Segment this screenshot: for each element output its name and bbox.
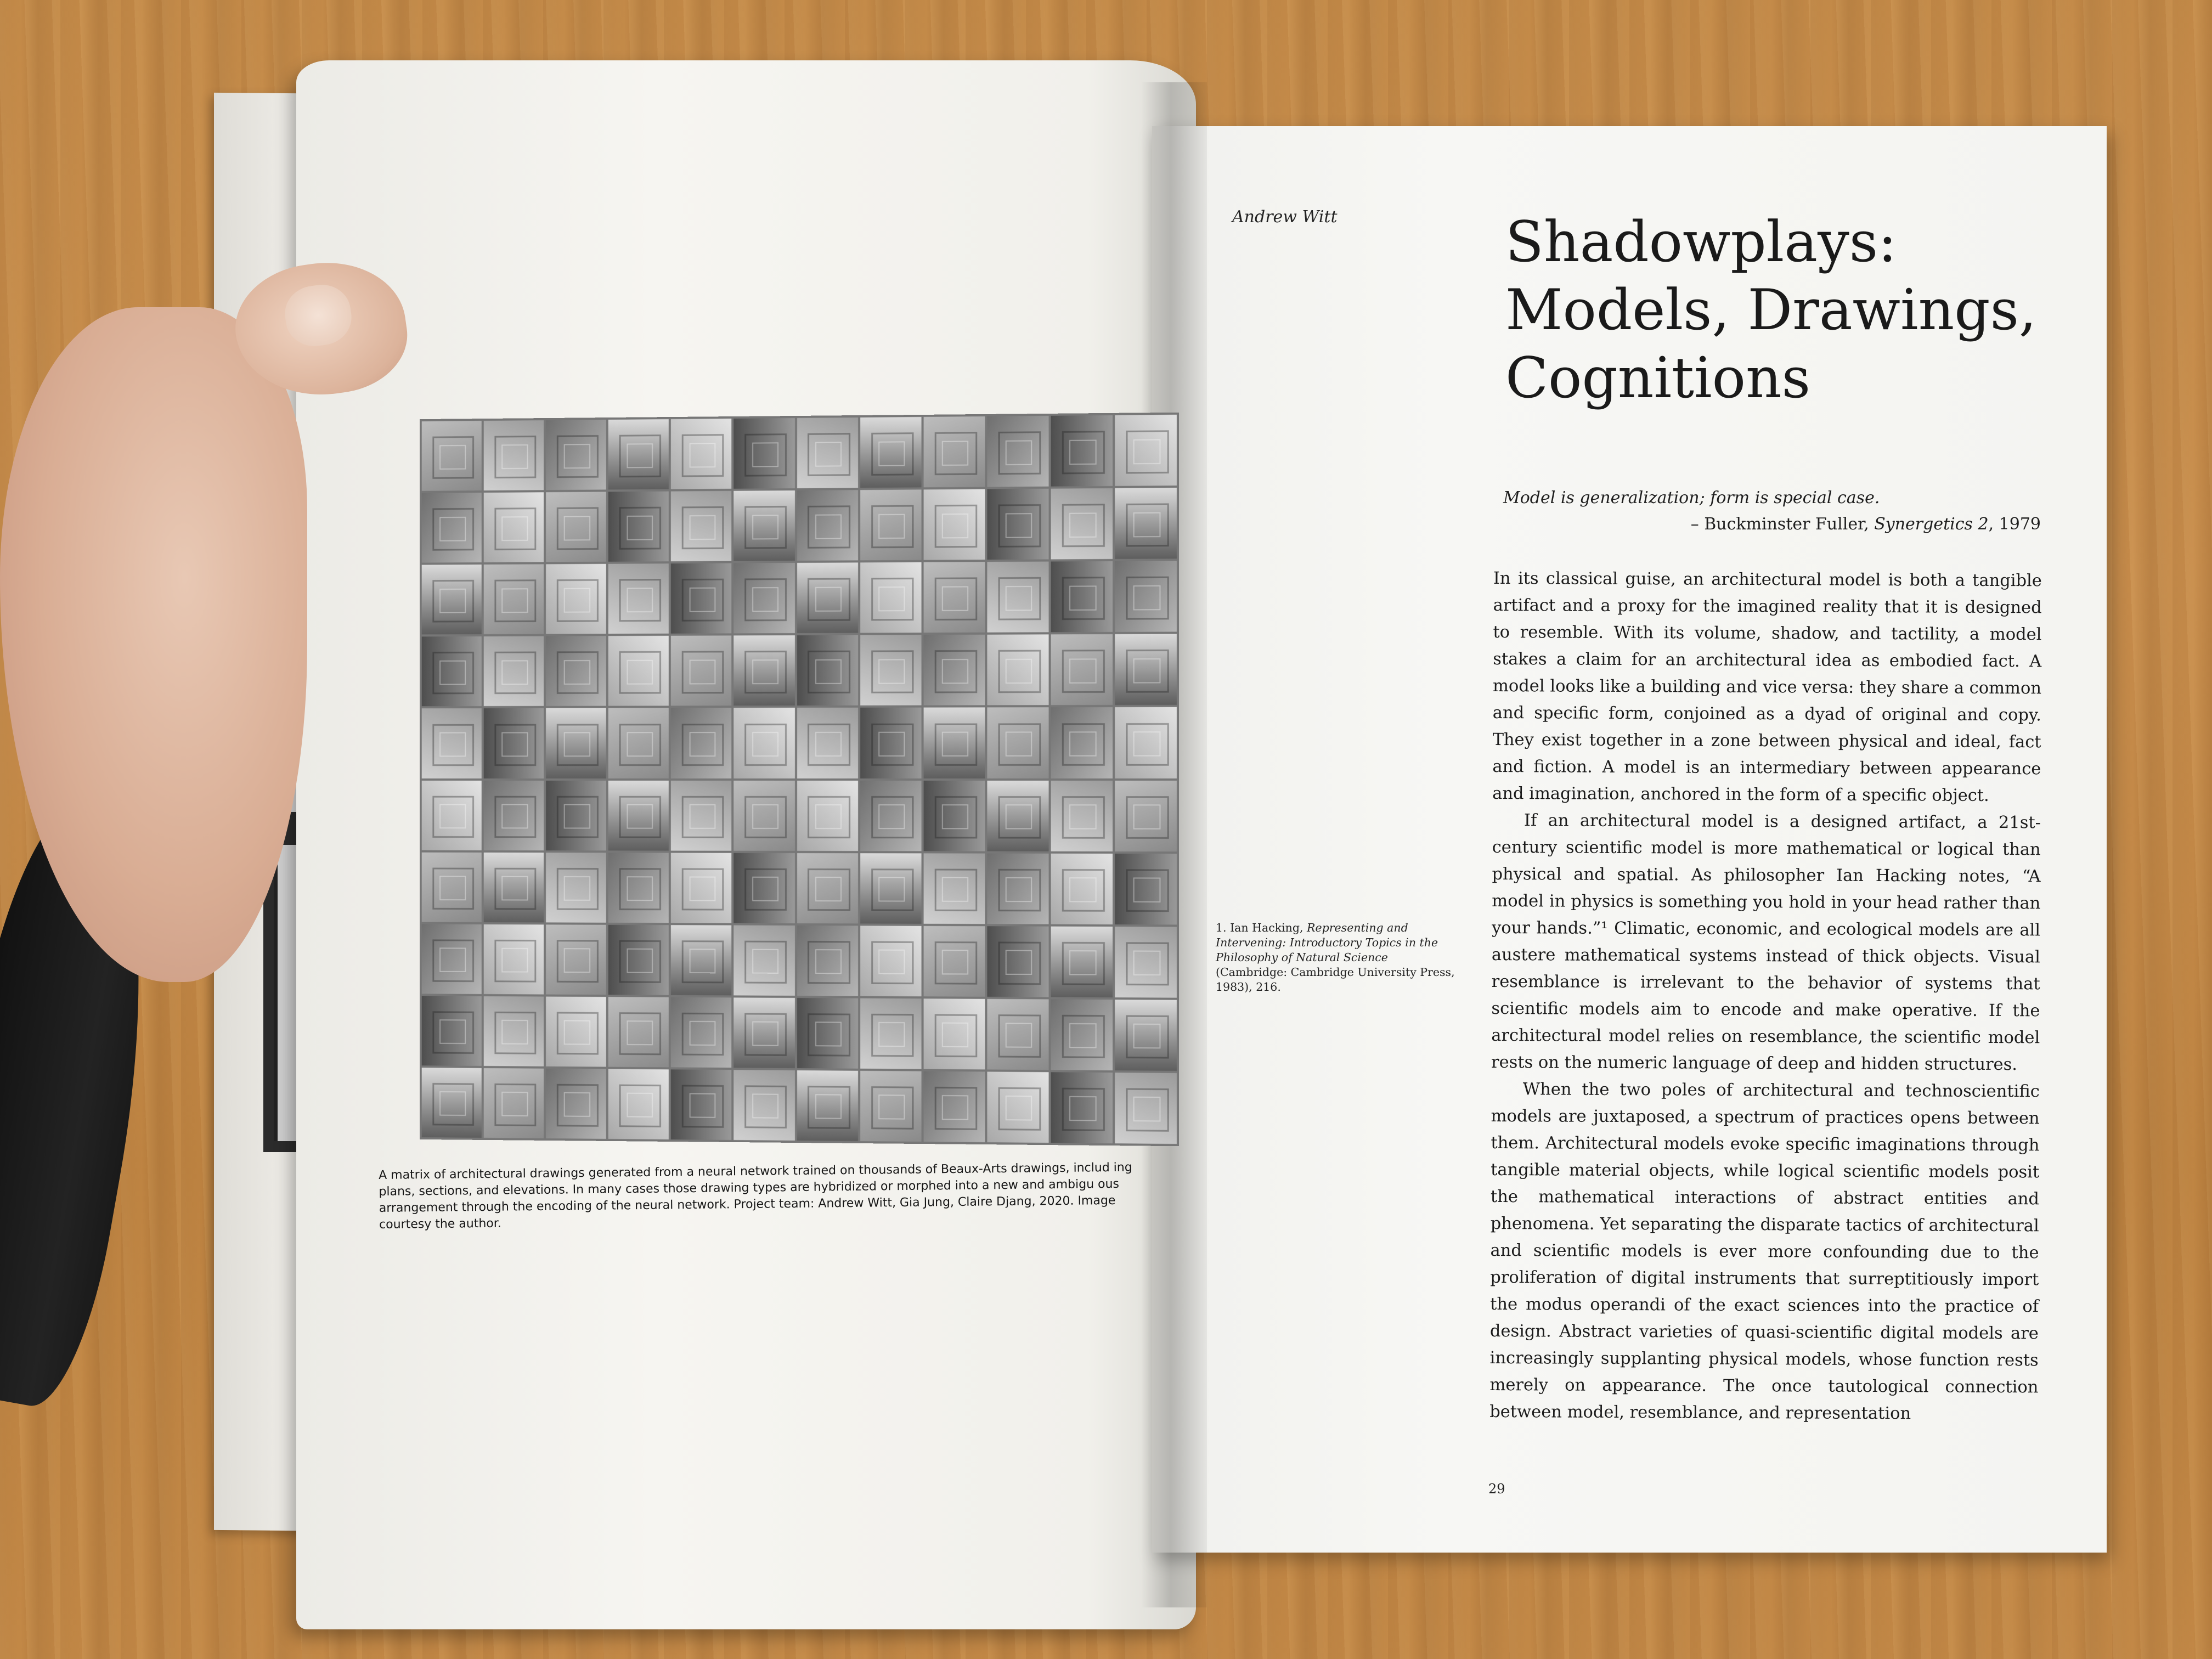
title-line: Shadowplays: <box>1505 210 1897 275</box>
drawing-tile <box>734 997 795 1068</box>
drawing-tile <box>860 998 922 1069</box>
footnote-prefix: 1. Ian Hacking, <box>1216 921 1307 934</box>
drawing-tile <box>987 635 1048 706</box>
drawing-tile <box>1051 853 1113 924</box>
body-paragraph: When the two poles of architectural and technoscientific models are juxtaposed, a spectrum of practices opens between them. Architectural models evoke specific imaginations through tangible material objects, while logical scientific models posit the mathematical interactions of abstract entities and phenomena. Yet separating the disparate tactics of architectural and scientific models is ever more confounding due to the proliferation of digital instruments that surreptitiously import the modus operandi of the exact sciences into the practice of design. Abstract varieties of quasi-scientific digital models are increasingly supplanting physical models, whose function rests merely on appearance. The once tautological connection between model, resemblance, and representation <box>1489 1080 2040 1424</box>
drawing-tile <box>797 998 857 1069</box>
drawing-tile <box>797 926 857 996</box>
drawing-tile <box>484 492 544 562</box>
drawing-tile <box>1051 634 1113 705</box>
drawing-tile <box>987 853 1048 924</box>
drawing-tile <box>671 563 731 634</box>
drawing-tile <box>923 708 985 778</box>
title-line: Models, Drawings, <box>1505 278 2037 343</box>
epigraph-attribution-year: , 1979 <box>1988 515 2041 534</box>
drawing-tile <box>422 708 482 778</box>
drawing-tile <box>608 780 669 850</box>
drawing-tile <box>923 781 985 851</box>
drawing-tile <box>546 564 606 634</box>
drawing-tile <box>484 780 544 850</box>
drawing-tile <box>608 563 669 634</box>
drawing-tile <box>860 635 922 706</box>
drawing-tile <box>546 780 606 850</box>
drawing-tile <box>608 636 669 706</box>
drawing-tile <box>1115 488 1177 559</box>
body-paragraph: In its classical guise, an architectural model is both a tangible artifact and a proxy for the imagined reality that it is designed to resemble. With its volume, shadow, and tactility, a model stakes a claim for an architectural idea as embodied fact. A model looks like a building and vice versa: they share a common and specific form, conjoined as a dyad of original and copy. They exist together in a zone between physical and ideal, fact and fiction. A model is an intermediary between appearance and imagination, anchored in the form of a specific object. <box>1492 568 2042 805</box>
drawing-tile <box>608 853 669 923</box>
drawing-tile <box>734 853 795 923</box>
drawing-tile <box>923 1071 985 1142</box>
drawing-tile <box>987 781 1048 851</box>
drawing-tile <box>484 420 544 490</box>
drawing-tile <box>987 562 1048 633</box>
running-head-author: Andrew Witt <box>1232 207 1338 227</box>
drawing-tile <box>1051 781 1113 851</box>
drawing-tile <box>860 926 922 996</box>
drawing-tile <box>734 635 795 706</box>
drawing-tile <box>671 925 731 995</box>
drawing-tile <box>1051 926 1113 997</box>
drawing-tile <box>923 562 985 633</box>
drawing-tile <box>734 708 795 778</box>
drawing-tile <box>860 853 922 924</box>
drawing-tile <box>671 419 731 489</box>
figure-caption: A matrix of architectural drawings generated from a neural network trained on thousands of Beaux-Arts drawings, includ ing plans, sections, and elevations. In many cases those drawing types are hybridized or morphed into a new and ambigu ous arrangement through the encoding of the neural network. Project team: Andrew Witt, Gia Jung, Claire Djang, 2020. Image courtesy the author. <box>379 1160 1132 1232</box>
drawing-tile <box>797 1070 857 1141</box>
drawing-tile <box>860 562 922 633</box>
drawing-tile <box>546 636 606 707</box>
drawing-tile <box>1115 854 1177 924</box>
drawing-tile <box>484 853 544 923</box>
drawing-tile <box>797 708 857 778</box>
drawing-tile <box>923 998 985 1069</box>
drawing-tile <box>734 925 795 996</box>
page-number: 29 <box>1488 1481 1505 1497</box>
drawing-tile <box>608 924 669 995</box>
drawing-tile <box>484 565 544 635</box>
drawing-tile <box>987 489 1048 560</box>
drawing-tile <box>1051 488 1113 560</box>
drawing-tile <box>1115 781 1177 851</box>
drawing-tile <box>484 636 544 707</box>
drawing-tile <box>546 996 606 1066</box>
drawing-tile <box>1115 707 1177 778</box>
epigraph-attribution-prefix: – Buckminster Fuller, <box>1690 515 1875 534</box>
drawing-tile <box>546 853 606 923</box>
drawing-tile <box>608 708 669 778</box>
article-title <box>1505 208 2054 413</box>
drawing-tile <box>422 565 482 635</box>
drawing-tile <box>860 489 922 560</box>
drawing-tile <box>422 780 482 850</box>
drawing-tile <box>422 636 482 706</box>
drawing-tile <box>797 563 857 634</box>
drawing-tile <box>422 996 482 1066</box>
drawing-tile <box>734 418 795 489</box>
drawing-tile <box>422 924 482 994</box>
drawing-tile <box>1115 415 1177 486</box>
drawing-tile <box>923 926 985 997</box>
drawing-tile <box>671 853 731 923</box>
drawing-tile <box>1051 1072 1113 1143</box>
drawing-tile <box>484 924 544 995</box>
drawing-tile <box>987 926 1048 997</box>
drawing-tile <box>546 1069 606 1139</box>
drawing-tile <box>546 492 606 562</box>
footnote-suffix: (Cambridge: Cambridge University Press, 1983), 216. <box>1216 966 1455 994</box>
footnote <box>1216 921 1463 995</box>
epigraph-attribution <box>1503 515 2041 534</box>
drawing-tile <box>1115 634 1177 705</box>
drawing-tile <box>671 636 731 706</box>
drawing-tile <box>923 853 985 924</box>
drawing-tile <box>671 1069 731 1140</box>
drawing-tile <box>987 1071 1048 1143</box>
drawing-tile <box>923 635 985 706</box>
drawing-tile <box>860 708 922 778</box>
drawing-tile <box>608 492 669 562</box>
article-body <box>1489 565 2042 1427</box>
drawing-tile <box>987 416 1048 487</box>
epigraph-attribution-work: Synergetics 2 <box>1874 515 1989 534</box>
drawing-tile <box>860 1071 922 1142</box>
drawing-tile <box>923 489 985 560</box>
drawing-tile <box>734 780 795 850</box>
drawing-tile <box>923 416 985 487</box>
drawing-tile <box>608 997 669 1067</box>
drawing-tile <box>671 491 731 561</box>
drawing-tile <box>484 708 544 778</box>
drawing-tile <box>671 780 731 850</box>
drawing-tile <box>1051 707 1113 778</box>
drawing-tile <box>1051 415 1113 487</box>
drawing-tile <box>797 417 857 488</box>
drawing-tile <box>546 420 606 490</box>
drawing-tile <box>860 781 922 851</box>
drawing-tile <box>1115 927 1177 998</box>
drawing-tile <box>1115 1000 1177 1071</box>
drawing-tile <box>1051 999 1113 1070</box>
drawing-tile <box>797 853 857 923</box>
epigraph-quote: Model is generalization; form is special case. <box>1503 488 1880 507</box>
drawing-tile <box>608 1069 669 1139</box>
drawing-tile <box>734 563 795 634</box>
drawing-tile <box>1115 1073 1177 1144</box>
drawing-tile <box>546 708 606 778</box>
drawing-tile <box>734 490 795 561</box>
drawing-tile <box>671 708 731 778</box>
drawing-tile <box>797 781 857 851</box>
drawing-tile <box>422 421 482 491</box>
drawing-tile <box>860 417 922 488</box>
drawing-tile <box>987 999 1048 1070</box>
drawing-tile <box>797 490 857 561</box>
footnote-work: Representing and Intervening: Introductory Topics in the Philosophy of Natural Science <box>1216 921 1438 964</box>
drawing-tile <box>671 997 731 1068</box>
drawing-tile <box>422 493 482 563</box>
drawing-tile <box>608 419 669 489</box>
drawing-tile <box>422 1068 482 1138</box>
drawing-tile <box>484 1068 544 1138</box>
drawing-tile <box>484 996 544 1066</box>
drawing-tile <box>797 635 857 706</box>
architectural-drawings-matrix <box>420 413 1179 1146</box>
drawing-tile <box>1115 561 1177 633</box>
drawing-tile <box>734 1070 795 1141</box>
body-paragraph: If an architectural model is a designed artifact, a 21st-century scientific model is more mathematical or logical than physical and spatial. As philosopher Ian Hacking notes, “A model in physics is something you hold in your head rather than your hands.”¹ Climatic, economic, and ecological models are all austere mathematical systems instead of thick objects. Visual resemblance is irrelevant to the behavior of systems that scientific models aim to encode and make operative. If the architectural model relies on resemblance, the scientific model rests on the numeric language of deep and hidden structures. <box>1491 811 2041 1075</box>
drawing-tile <box>1051 561 1113 633</box>
title-line: Cognitions <box>1505 346 1811 411</box>
drawing-tile <box>422 852 482 922</box>
drawing-tile <box>987 708 1048 778</box>
drawing-tile <box>546 924 606 995</box>
